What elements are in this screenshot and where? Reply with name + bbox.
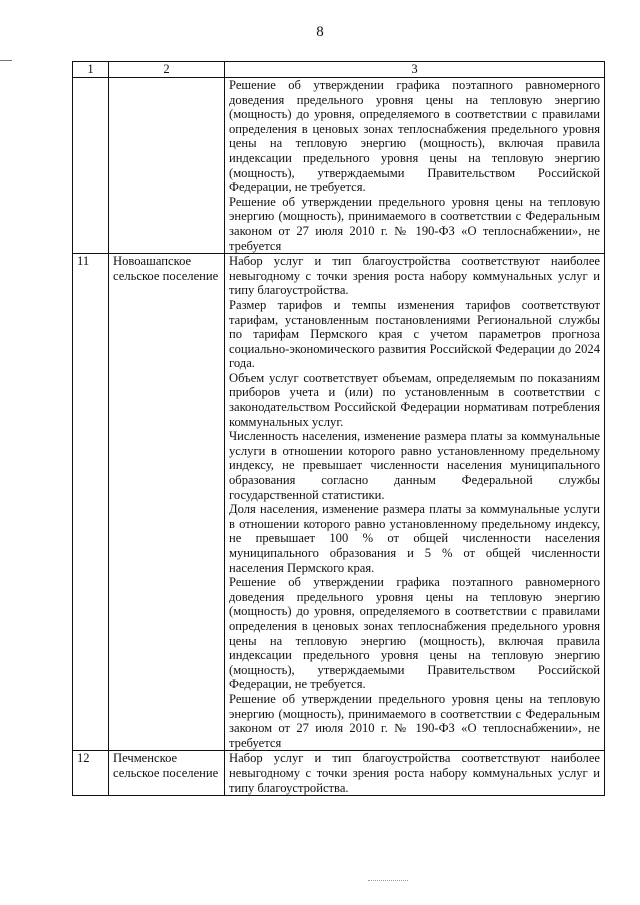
document-table bbox=[72, 61, 605, 796]
row-text bbox=[225, 254, 605, 751]
scan-mark bbox=[368, 880, 408, 882]
row-text bbox=[225, 78, 605, 254]
margin-mark bbox=[0, 60, 12, 61]
row-text bbox=[225, 751, 605, 796]
table-header-row bbox=[73, 62, 605, 78]
row-number: 11 bbox=[73, 254, 109, 751]
page-number: 8 bbox=[316, 24, 324, 40]
paragraph: Решение об утверждении графика поэтапного равномерного доведения предельного уровня цены на тепловую энергию (мощность) до уровня, определяемого в соответствии с правилами определения в ценовых зонах теплоснабжения предельного уровня цены на тепловую энергию (мощность), включая правила индексации предельного уровня цены на тепловую энергию (мощность), утверждаемыми Правительством Российской Федерации, не требуется. bbox=[229, 575, 600, 692]
paragraph: Набор услуг и тип благоустройства соответствуют наиболее невыгодному с точки зрения роста набору коммунальных услуг и типу благоустройства. bbox=[229, 751, 600, 795]
column-header: 3 bbox=[225, 62, 605, 78]
paragraph: Объем услуг соответствует объемам, определяемым по показаниям приборов учета и (или) по установленным в соответствии с законодательством Российской Федерации нормативам потребления коммунальных услуг. bbox=[229, 370, 600, 429]
table-row bbox=[73, 254, 605, 751]
paragraph: Размер тарифов и темпы изменения тарифов соответствуют тарифам, установленным постановлениями Региональной службы по тарифам Пермского края с учетом параметров прогноза социально-экономического развития Российской Федерации до 2024 года. bbox=[229, 297, 600, 371]
paragraph: Доля населения, изменение размера платы за коммунальные услуги в отношении которого равно установленному предельному индексу, не превышает 100 % от общей численности населения муниципального образования и 5 % от общей численности населения Пермского края. bbox=[229, 502, 600, 575]
settlement-name: Новоашапское сельское поселение bbox=[109, 254, 225, 751]
settlement-name bbox=[109, 78, 225, 254]
paragraph: Решение об утверждении предельного уровня цены на тепловую энергию (мощность), принимаемого в соответствии с Федеральным законом от 27 июля 2010 г. № 190-ФЗ «О теплоснабжении», не требуется bbox=[229, 691, 600, 750]
table-row bbox=[73, 78, 605, 254]
paragraph: Решение об утверждении предельного уровня цены на тепловую энергию (мощность), принимаемого в соответствии с Федеральным законом от 27 июля 2010 г. № 190-ФЗ «О теплоснабжении», не требуется bbox=[229, 194, 600, 253]
settlement-name: Печменское сельское поселение bbox=[109, 751, 225, 796]
table-row bbox=[73, 751, 605, 796]
paragraph: Набор услуг и тип благоустройства соответствуют наиболее невыгодному с точки зрения роста набору коммунальных услуг и типу благоустройства. bbox=[229, 254, 600, 298]
paragraph: Решение об утверждении графика поэтапного равномерного доведения предельного уровня цены на тепловую энергию (мощность) до уровня, определяемого в соответствии с правилами определения в ценовых зонах теплоснабжения предельного уровня цены на тепловую энергию (мощность), включая правила индексации предельного уровня цены на тепловую энергию (мощность), утверждаемыми Правительством Российской Федерации, не требуется. bbox=[229, 78, 600, 195]
paragraph: Численность населения, изменение размера платы за коммунальные услуги в отношении которого равно установленному предельному индексу, не превышает численности населения муниципального образования согласно данным Федеральной службы государственной статистики. bbox=[229, 429, 600, 502]
row-number: 12 bbox=[73, 751, 109, 796]
column-header: 2 bbox=[109, 62, 225, 78]
row-number bbox=[73, 78, 109, 254]
column-header: 1 bbox=[73, 62, 109, 78]
